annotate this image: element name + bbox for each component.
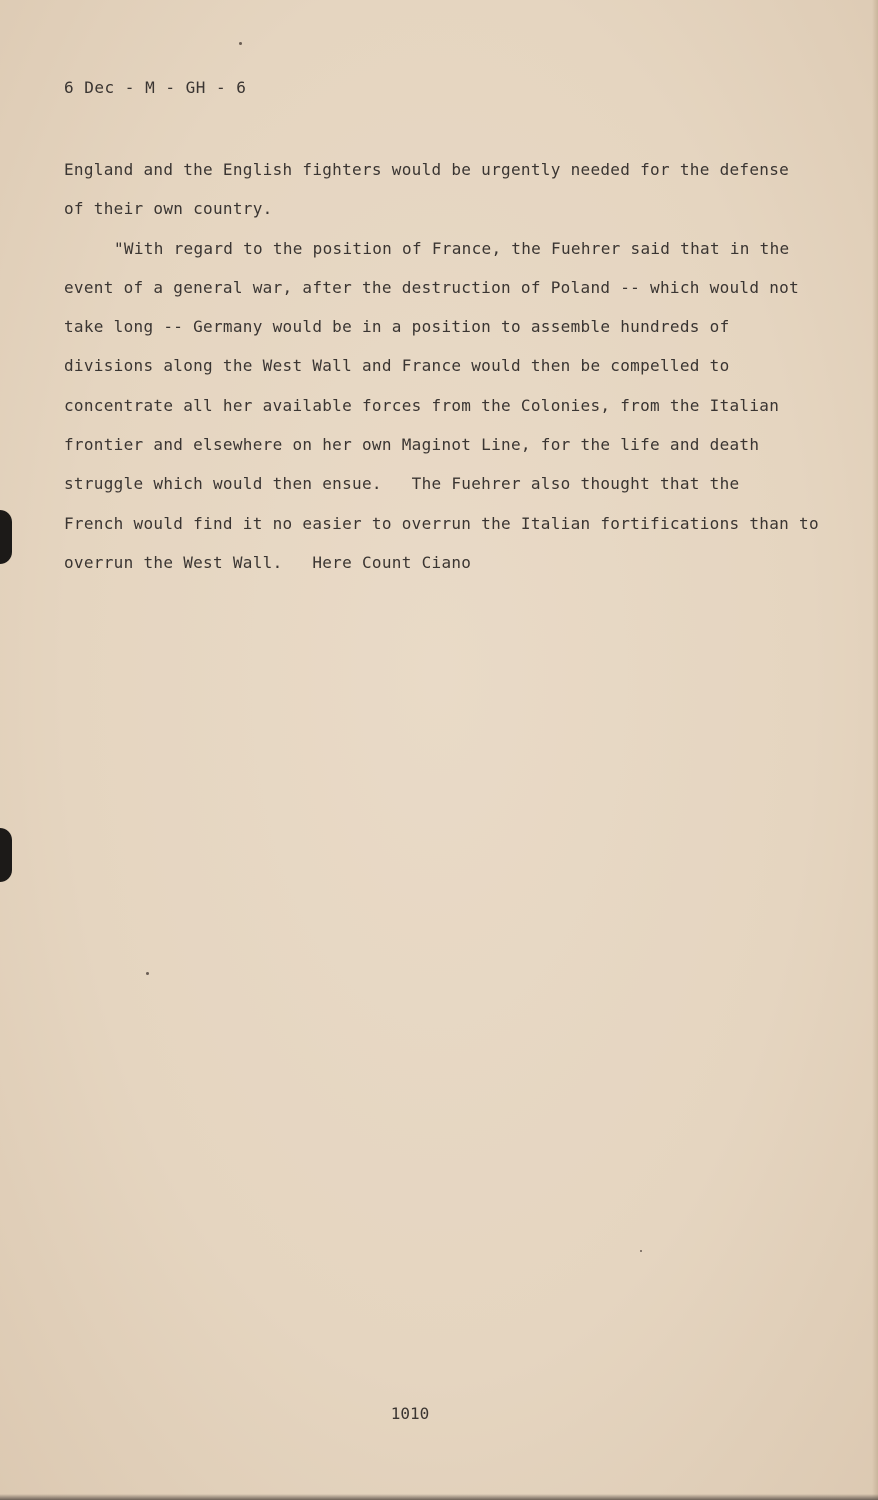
body-line: England and the English fighters would be urgently needed for the defense — [64, 160, 790, 179]
document-body — [64, 150, 819, 582]
body-line: French would find it no easier to overrun the Italian fortifications than to — [64, 513, 819, 533]
binder-hole-bottom — [0, 828, 12, 882]
body-line: concentrate all her available forces from the Colonies, from the Italian — [64, 395, 780, 415]
body-line: divisions along the West Wall and France would then be compelled to — [64, 356, 730, 376]
body-line: frontier and elsewhere on her own Maginot Line, for the life and death — [64, 435, 760, 455]
page-edge-shadow-right — [872, 0, 878, 1500]
page-edge-shadow-bottom — [0, 1494, 878, 1500]
body-line: event of a general war, after the destruction of Poland -- which would not — [64, 277, 800, 297]
body-line: "With regard to the position of France, the Fuehrer said that in the — [114, 238, 790, 258]
page-number: 1010 — [390, 1404, 430, 1423]
body-line: take long -- Germany would be in a position to assemble hundreds of — [64, 317, 730, 337]
body-line: struggle which would then ensue. The Fuehrer also thought that the — [64, 474, 740, 494]
paper-speck — [239, 42, 242, 45]
body-line: overrun the West Wall. Here Count Ciano — [64, 552, 472, 572]
paper-speck — [146, 972, 149, 975]
document-reference-header: 6 Dec - M - GH - 6 — [64, 78, 247, 97]
binder-hole-top — [0, 510, 12, 564]
paper-speck — [640, 1250, 642, 1252]
body-line: of their own country. — [64, 199, 273, 219]
